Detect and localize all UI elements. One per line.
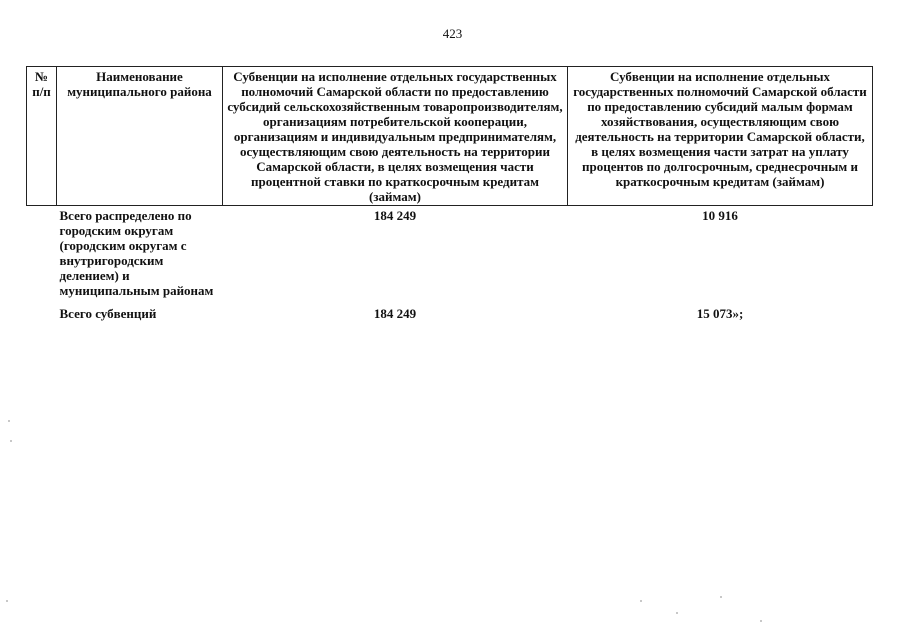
scan-speck — [8, 420, 10, 422]
row-value-small-business: 15 073»; — [696, 306, 744, 321]
table-row — [27, 206, 873, 305]
column-header-district-name: Наименование муниципального района — [57, 67, 223, 206]
scan-speck — [6, 600, 8, 602]
scan-speck — [640, 600, 642, 602]
scan-speck — [760, 620, 762, 622]
row-value-agricultural: 184 249 — [373, 306, 417, 321]
row-label: Всего распределено по городским округам (городским округам с внутригородским делением) и муниципальным районам — [59, 208, 214, 298]
column-header-subvention-small-business: Субвенции на исполнение отдельных государственных полномочий Самарской области по предоставлению субсидий малым формам хозяйствования, осуществляющим свою деятельность на территории Самарской области, в целях возмещения части затрат на уплату процентов по долгосрочным, среднесрочным и краткосрочным кредитам (займам) — [568, 67, 873, 206]
row-value-small-business: 10 916 — [702, 208, 738, 223]
scan-speck — [10, 440, 12, 442]
subvention-table — [26, 66, 873, 327]
table-row — [27, 304, 873, 327]
column-header-subvention-agricultural: Субвенции на исполнение отдельных государственных полномочий Самарской области по предоставлению субсидий сельскохозяйственным товаропроизводителям, организациям потребительской кооперации, организациям и индивидуальным предпринимателям, осуществляющим свою деятельность на территории Самарской области, в целях возмещения части процентной ставки по краткосрочным кредитам (займам) — [223, 67, 568, 206]
scan-speck — [720, 596, 722, 598]
row-value-agricultural: 184 249 — [373, 208, 417, 223]
row-number — [27, 206, 57, 305]
column-header-number: № п/п — [27, 67, 57, 206]
table-header-row — [27, 67, 873, 206]
scan-speck — [676, 612, 678, 614]
page-number: 423 — [442, 26, 463, 41]
row-label: Всего субвенций — [59, 306, 157, 321]
row-number — [27, 304, 57, 327]
